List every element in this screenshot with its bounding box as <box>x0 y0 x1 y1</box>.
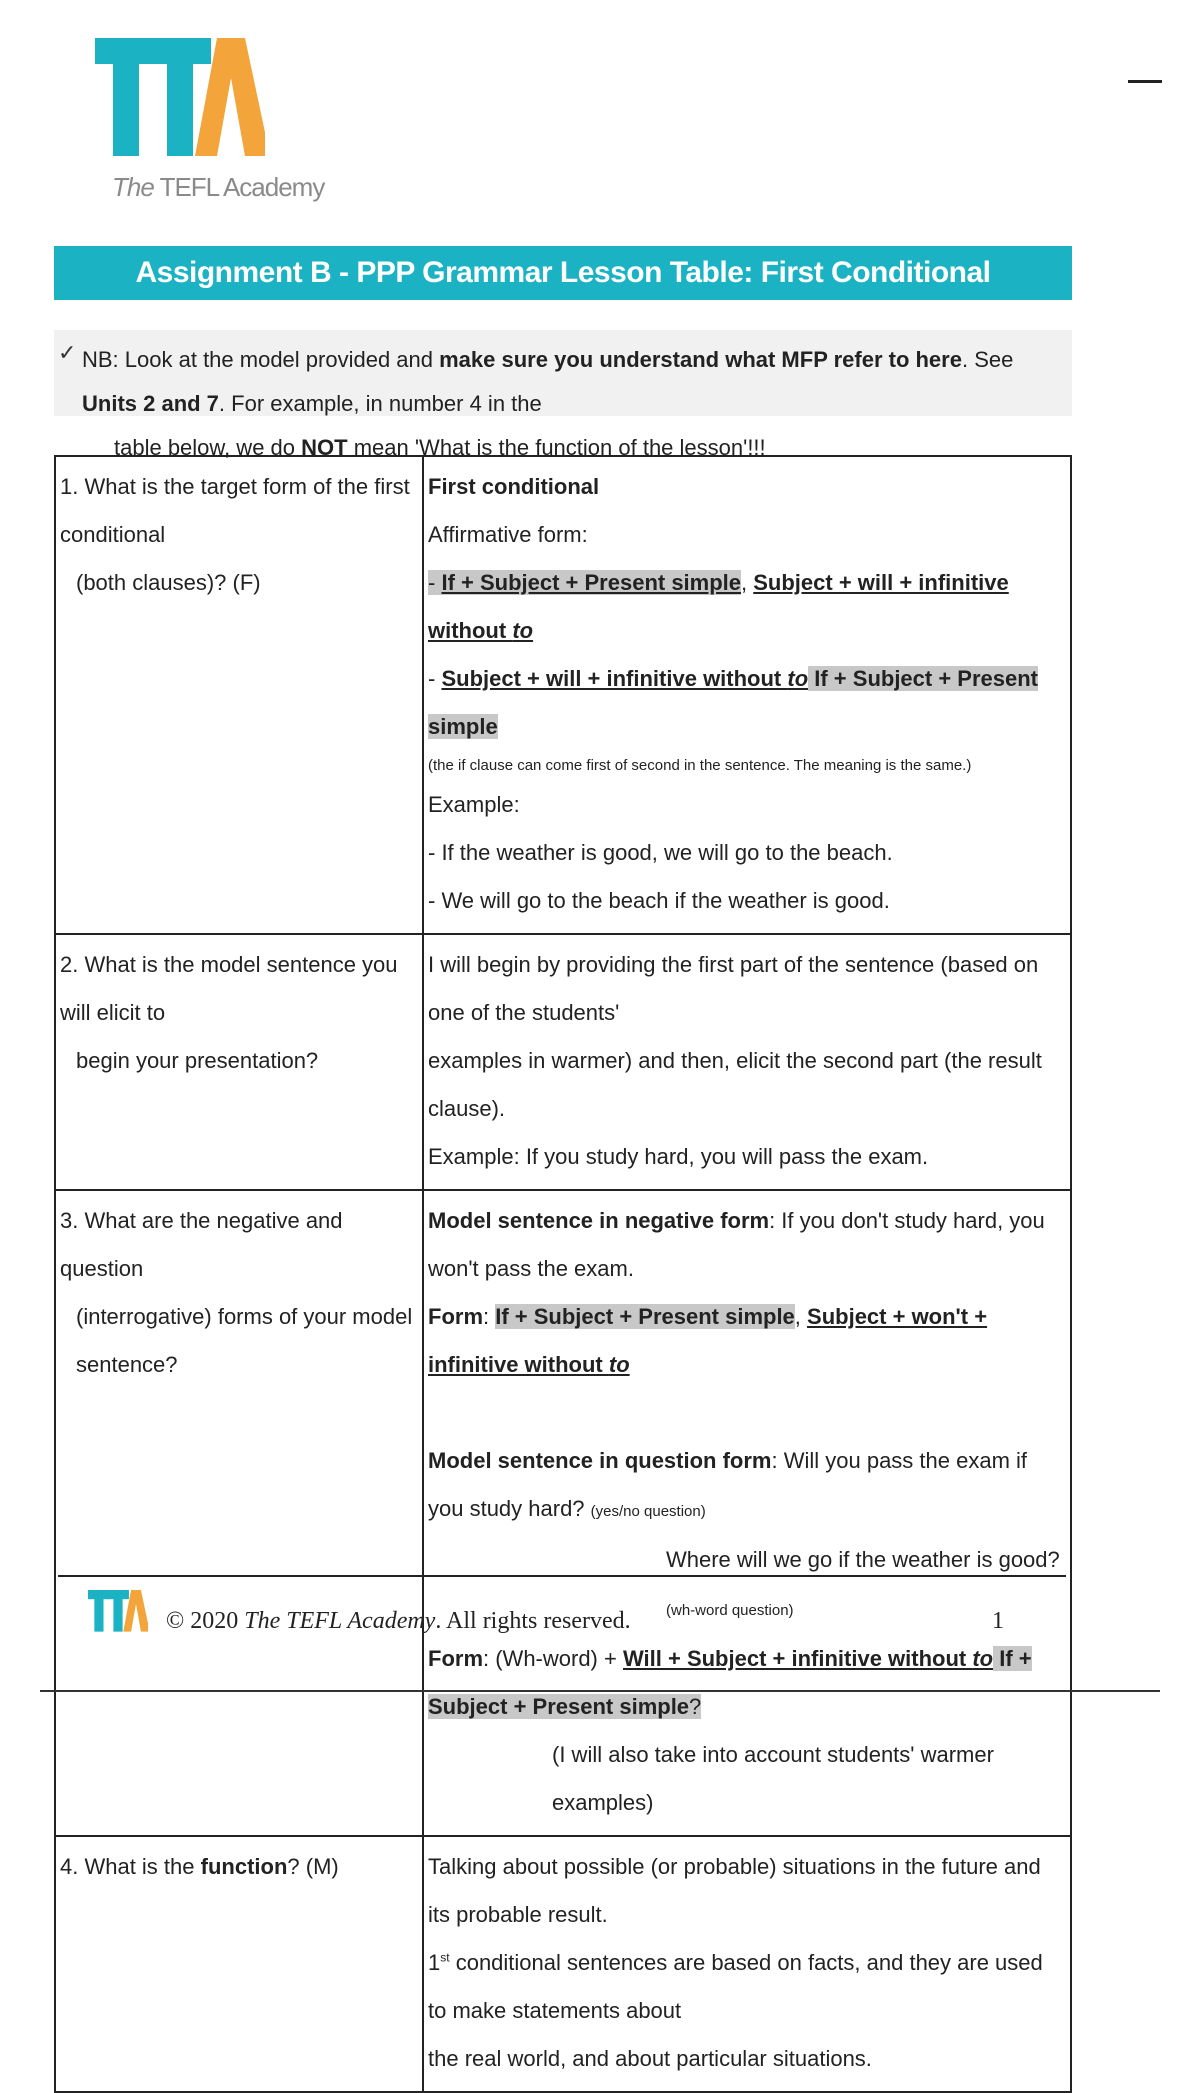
answer-cell: I will begin by providing the first part of the sentence (based on one of the students' examples in warmer) and then, elicit the second part (the result clause). Example: If you study hard, you will pass the exam. <box>423 934 1071 1190</box>
lesson-table <box>54 455 1072 2093</box>
table-row <box>55 934 1071 1190</box>
answer-cell: First conditional Affirmative form: - If + Subject + Present simple, Subject + will + infinitive without to - Subject + will + infinitive without to If + Subject + Present simple (the if clause can come first of second in the sentence. The meaning is the same.) Example: - If the weather is good, we will go to the beach. - We will go to the beach if the weather is good. <box>423 456 1071 934</box>
title-bar <box>54 246 1072 300</box>
table-row <box>55 1836 1071 2092</box>
copyright-text: © 2020 The TEFL Academy. All rights reserved. <box>166 1608 631 1634</box>
table-row <box>55 456 1071 934</box>
tta-footer-logo <box>88 1590 148 1650</box>
checkmark-icon: ✓ <box>58 340 77 365</box>
question-cell: 3. What are the negative and question (interrogative) forms of your model sentence? <box>55 1190 423 1836</box>
table-row <box>55 1190 1071 1836</box>
question-cell: 1. What is the target form of the first conditional (both clauses)? (F) <box>55 456 423 934</box>
bottom-divider <box>40 1690 1160 1692</box>
corner-dash <box>1128 80 1162 83</box>
question-cell: 4. What is the function? (M) <box>55 1836 423 2092</box>
document-title: Assignment B - PPP Grammar Lesson Table: First Conditional <box>135 256 991 289</box>
answer-cell: Model sentence in negative form: If you don't study hard, you won't pass the exam. Form: If + Subject + Present simple, Subject + won't + infinitive without to Model sentence in question form: Will you pass the exam if you study hard? (yes/no question) Where will we go if the weather is good? (wh-word question) Form: (Wh-word) + Will + Subject + infinitive without to If + Subject + Present simple? (I will also take into account students' warmer examples) <box>423 1190 1071 1836</box>
page-number: 1 <box>992 1608 1004 1634</box>
note-text: NB: Look at the model provided and make sure you understand what MFP refer to here. See Units 2 and 7. For example, in number 4 in the table below, we do NOT mean 'What is the function of the lesson'!!! <box>82 347 1014 460</box>
question-cell: 2. What is the model sentence you will elicit to begin your presentation? <box>55 934 423 1190</box>
note-box <box>54 330 1072 460</box>
answer-cell: Talking about possible (or probable) situations in the future and its probable result. 1st conditional sentences are based on facts, and they are used to make statements about the real world, and about particular situations. <box>423 1836 1071 2092</box>
logo-tagline: The TEFL Academy <box>112 172 325 202</box>
footer-divider <box>58 1575 1066 1577</box>
